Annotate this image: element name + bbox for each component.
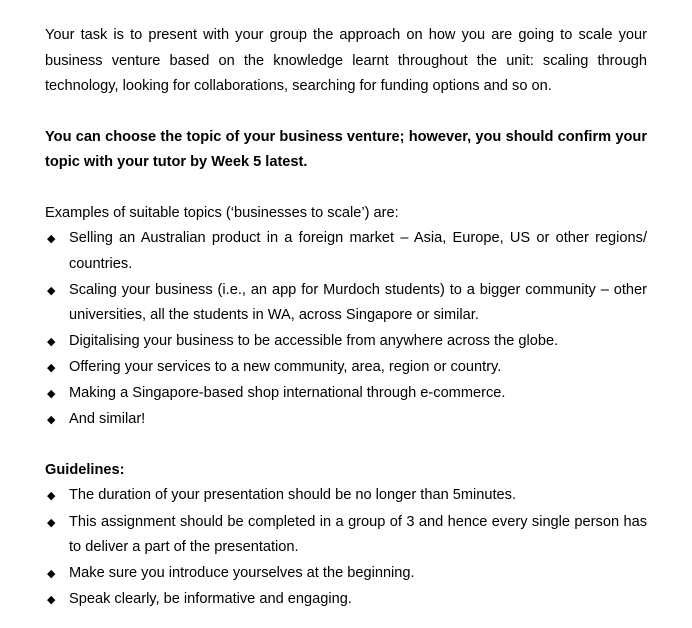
list-item-text: Offering your services to a new community, area, region or country. [69,359,502,376]
guidelines-list [45,483,647,612]
list-item-text: Scaling your business (i.e., an app for Murdoch students) to a bigger community – other universities, all the students in WA, across Singapore or similar. [69,281,647,324]
list-item-text: And similar! [69,411,146,428]
guidelines-heading: Guidelines: [45,461,125,478]
list-item [45,587,647,613]
diamond-bullet-icon: ◆ [47,232,56,245]
diamond-bullet-icon: ◆ [47,335,56,349]
list-item [45,407,647,433]
diamond-bullet-icon: ◆ [47,567,56,581]
list-item [45,381,647,407]
list-item-text: Making a Singapore-based shop international through e-commerce. [69,385,506,402]
list-item [45,329,647,355]
examples-list [45,226,647,433]
diamond-bullet-icon: ◆ [47,489,56,503]
list-item-text: Selling an Australian product in a foreign market – Asia, Europe, US or other regions/ countries. [69,230,647,272]
examples-heading: Examples of suitable topics (‘businesses to scale’) are: [45,204,399,221]
diamond-bullet-icon: ◆ [47,515,56,529]
diamond-bullet-icon: ◆ [47,593,56,607]
list-item-text: Speak clearly, be informative and engaging. [69,591,352,608]
diamond-bullet-icon: ◆ [47,387,56,401]
list-item [45,561,647,587]
topic-notice: You can choose the topic of your business venture; however, you should confirm your topic with your tutor by Week 5 latest. [45,128,647,170]
list-item-text: Make sure you introduce yourselves at the beginning. [69,565,415,582]
list-item [45,226,647,277]
list-item-text: The duration of your presentation should be no longer than 5minutes. [69,487,517,504]
intro-paragraph: Your task is to present with your group the approach on how you are going to scale your business venture based on the knowledge learnt throughout the unit: scaling through technology, looking for collaborations, searching for funding options and so on. [45,27,647,94]
list-item [45,355,647,381]
list-item-text: Digitalising your business to be accessible from anywhere across the globe. [69,333,559,350]
list-item [45,278,647,329]
list-item-text: This assignment should be completed in a group of 3 and hence every single person has to deliver a part of the presentation. [69,513,647,556]
diamond-bullet-icon: ◆ [47,413,56,427]
list-item [45,483,647,509]
diamond-bullet-icon: ◆ [47,361,56,375]
list-item [45,510,647,561]
diamond-bullet-icon: ◆ [47,283,56,297]
